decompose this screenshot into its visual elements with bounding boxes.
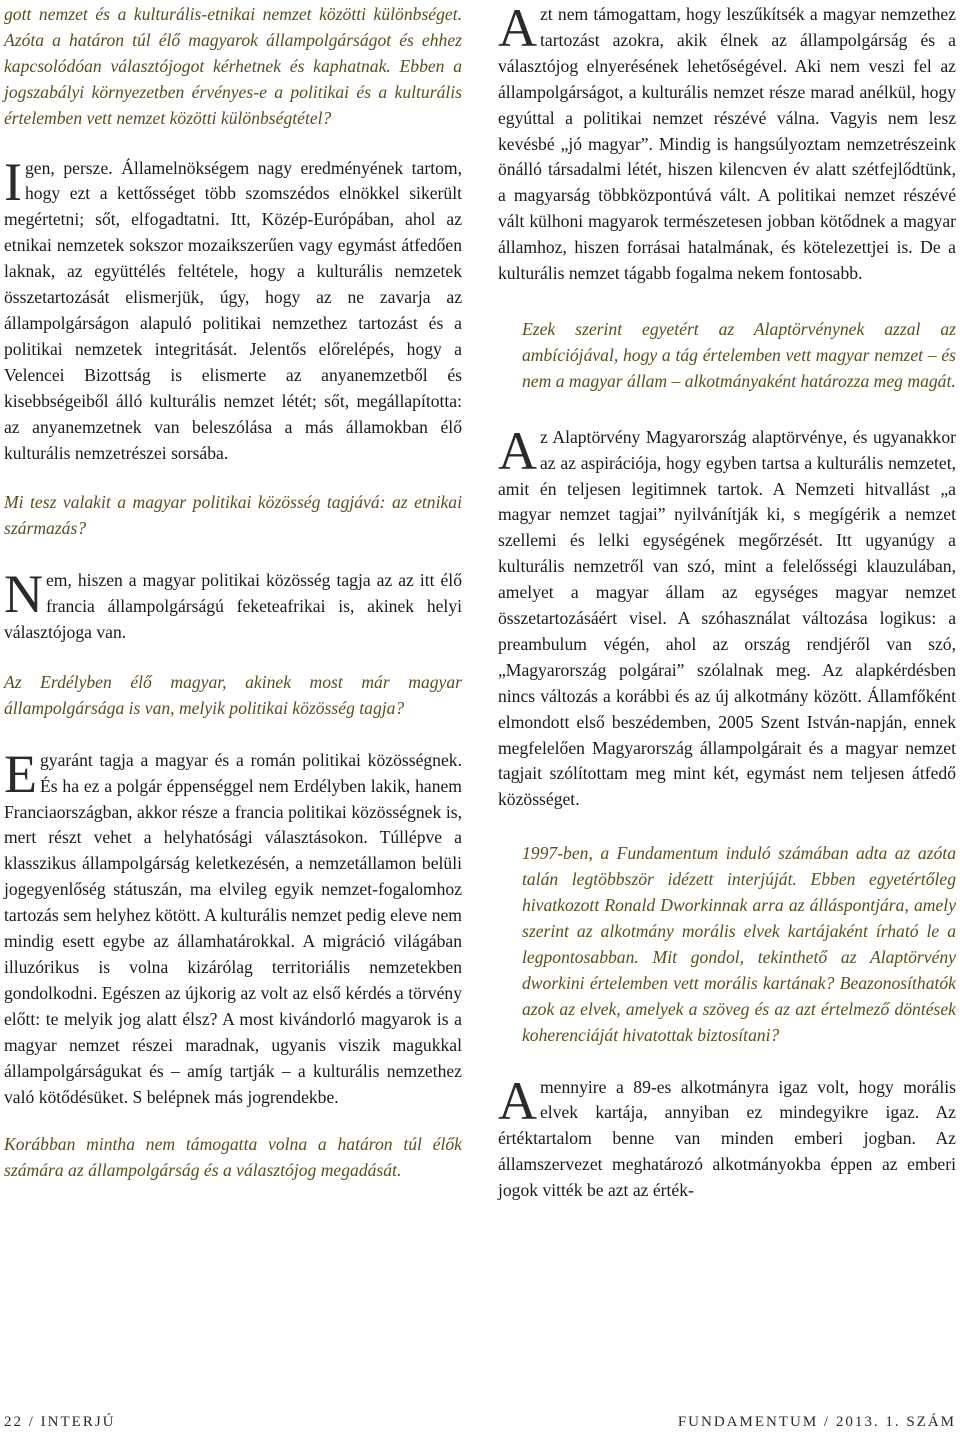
question-2: Mi tesz valakit a magyar politikai közösség tagjává: az etnikai származás? [4, 492, 462, 539]
drop-cap: A [498, 420, 537, 481]
answer-5-text: z Alaptörvény Magyarország alaptörvénye, és ugyanakkor az az aspirációja, hogy egyben tartsa a kulturális nemzetet, amit én teljesen legitimnek tartok. A Nemzeti hitvallást „a magyar nemzet tagjai” nyilvánítják ki, s megígérik a nemzet szellemi és lelki egységének megőrzését. Itt ugyanúgy a kulturális nemzetről van szó, mint a felelősségi klauzulában, amelyet a magyar állam az egységes magyar nemzet összetartozásáért visel. A szóhasználat változása logikus: a preambulum végén, ahol az ország rendjéről van szó, „Magyarország polgárai” szólalnak meg. Az alapkérdésben nincs változás a korábbi és az új alkotmány között. Államfőként elmondott első beszédemben, 2005 Szent István-napján, ennek megfelelően Magyarország állampolgárait és a magyar nemzet tagjait szólítottam meg mint két, egymást nem teljesen átfedő közösséget. [498, 426, 956, 810]
answer-3 [4, 743, 462, 1111]
question-1-continued: gott nemzet és a kulturális-etnikai nemzet közötti különbséget. Azóta a határon túl élő magyarok állampolgárságot és ehhez kapcsolódóan választójogot kérhetnek és kaphatnak. Ebben a jogszabályi környezetben érvényes-e a politikai és a kulturális értelemben vett nemzet közötti különbségtétel? [4, 4, 462, 128]
left-column [4, 2, 462, 1184]
answer-5 [498, 420, 956, 814]
drop-cap: A [498, 1070, 537, 1131]
answer-1 [4, 151, 462, 467]
journal-issue: FUNDAMENTUM / 2013. 1. SZÁM [677, 1414, 956, 1430]
question-5: Ezek szerint egyetért az Alaptörvénynek azzal az ambíciójával, hogy a tág értelemben vett magyar nemzet – és nem a magyar állam – alkotmányaként határozza meg magát. [522, 318, 956, 391]
question-6: 1997-ben, a Fundamentum induló számában adta az azóta talán legtöbbször idézett interjúját. Ebben egyetértőleg hivatkozott Ronald Dworkinnak arra az álláspontjára, amely szerint az alkotmány morális elvek kartájaként írható le a legpontosabban. Mit gondol, tekinthető az Alaptörvény dworkini értelemben vett morális kartának? Beazonosíthatók azok az elvek, amelyek a szöveg és az azt értelmező döntések koherenciáját hivatottak biztosítani? [522, 843, 956, 1045]
drop-cap: N [4, 564, 43, 625]
answer-6 [498, 1070, 956, 1205]
page-number-section: 22 / INTERJÚ [4, 1414, 116, 1430]
page-footer [0, 1414, 960, 1436]
answer-4-text: zt nem támogattam, hogy leszűkítsék a magyar nemzethez tartozást azokra, akik élnek az állampolgárság és a választójog elnyerésének lehetőségével. Aki nem veszi fel az állampolgárságot, a kulturális nemzet része marad anélkül, hogy egyúttal a politikai nemzet részévé válna. Vagyis nem lesz kevésbé „jó magyar”. Mindig is hangsúlyoztam nemzetrészeink önálló társadalmi létét, hiszen kilencven év alatt szétfejlődtünk, a magyarság többközpontúvá vált. A politikai nemzet részévé vált külhoni magyarok természetesen jobban kötődnek a magyar államhoz, hiszen forrásai hatalmának, és kötelezettjei is. De a kulturális nemzet tágabb fogalma nekem fontosabb. [498, 4, 956, 284]
drop-cap: I [4, 151, 22, 212]
answer-1-text: gen, persze. Államelnökségem nagy eredményének tartom, hogy ezt a kettősséget több szomszédos elnökkel sikerült megértetni; sőt, elfogadtatni. Itt, Közép-Európában, ahol az etnikai nemzetek sokszor mozaikszerűen vagy egymást átfedően laknak, az együttélés feltétele, hogy a kulturális nemzetek összetartozását elismerjük, úgy, hogy az ne zavarja az állampolgárságon alapuló politikai nemzethez tartozást és a politikai nemzetek integritását. Jelentős előrelépés, hogy a Velencei Bizottság is elismerte az anyanemzetből és kisebbségeiből álló kulturális nemzet létét; sőt, megállapította: az anyanemzetnek van beleszólása a más államokban élő kulturális nemzetrészei sorsába. [4, 157, 462, 463]
answer-3-text: gyaránt tagja a magyar és a román politikai közösségnek. És ha ez a polgár éppenséggel nem Erdélyben lakik, hanem Franciaországban, akkor része a francia politikai közösségnek is, mert részt vehet a helyhatósági választásokon. Túllépve a klasszikus állampolgárság keletkezésén, a nemzetállamon belüli jogegyenlőség státuszán, ma elvileg egyik nemzet-fogalomhoz tartozás sem helyhez kötött. A kulturális nemzet pedig eleve nem mindig esett egybe az államhatárokkal. A migráció világában illuzórikus is volna kizárólag territoriális nemzetekben gondolkodni. Egészen az újkorig az volt az első kérdés a törvény előtt: te melyik jog alatt élsz? A most kivándorló magyarok is a magyar nemzet részei maradnak, ugyanis viszik magukkal állampolgárságukat és – amíg tartják – a kulturális nemzethez való kötődésüket. S belépnek más jogrendekbe. [4, 749, 462, 1107]
drop-cap: E [4, 743, 37, 804]
question-4: Korábban mintha nem támogatta volna a határon túl élők számára az állampolgárság és a választójog megadását. [4, 1134, 462, 1181]
answer-2-text: em, hiszen a magyar politikai közösség tagja az az itt élő francia állampolgárságú feketeafrikai is, akinek helyi választójoga van. [4, 570, 462, 643]
answer-4 [498, 2, 956, 287]
question-3: Az Erdélyben élő magyar, akinek most már magyar állampolgársága is van, melyik politikai közösség tagja? [4, 671, 462, 718]
answer-6-text: mennyire a 89-es alkotmányra igaz volt, hogy morális elvek kartája, annyiban ez mindegyikre igaz. Az értéktartalom benne van minden emberi jogban. Az államszervezet meghatározó alkotmányokba éppen az emberi jogok vitték be azt az érték- [498, 1076, 956, 1201]
drop-cap: A [498, 0, 537, 58]
right-column [498, 2, 956, 1204]
answer-2 [4, 564, 462, 646]
